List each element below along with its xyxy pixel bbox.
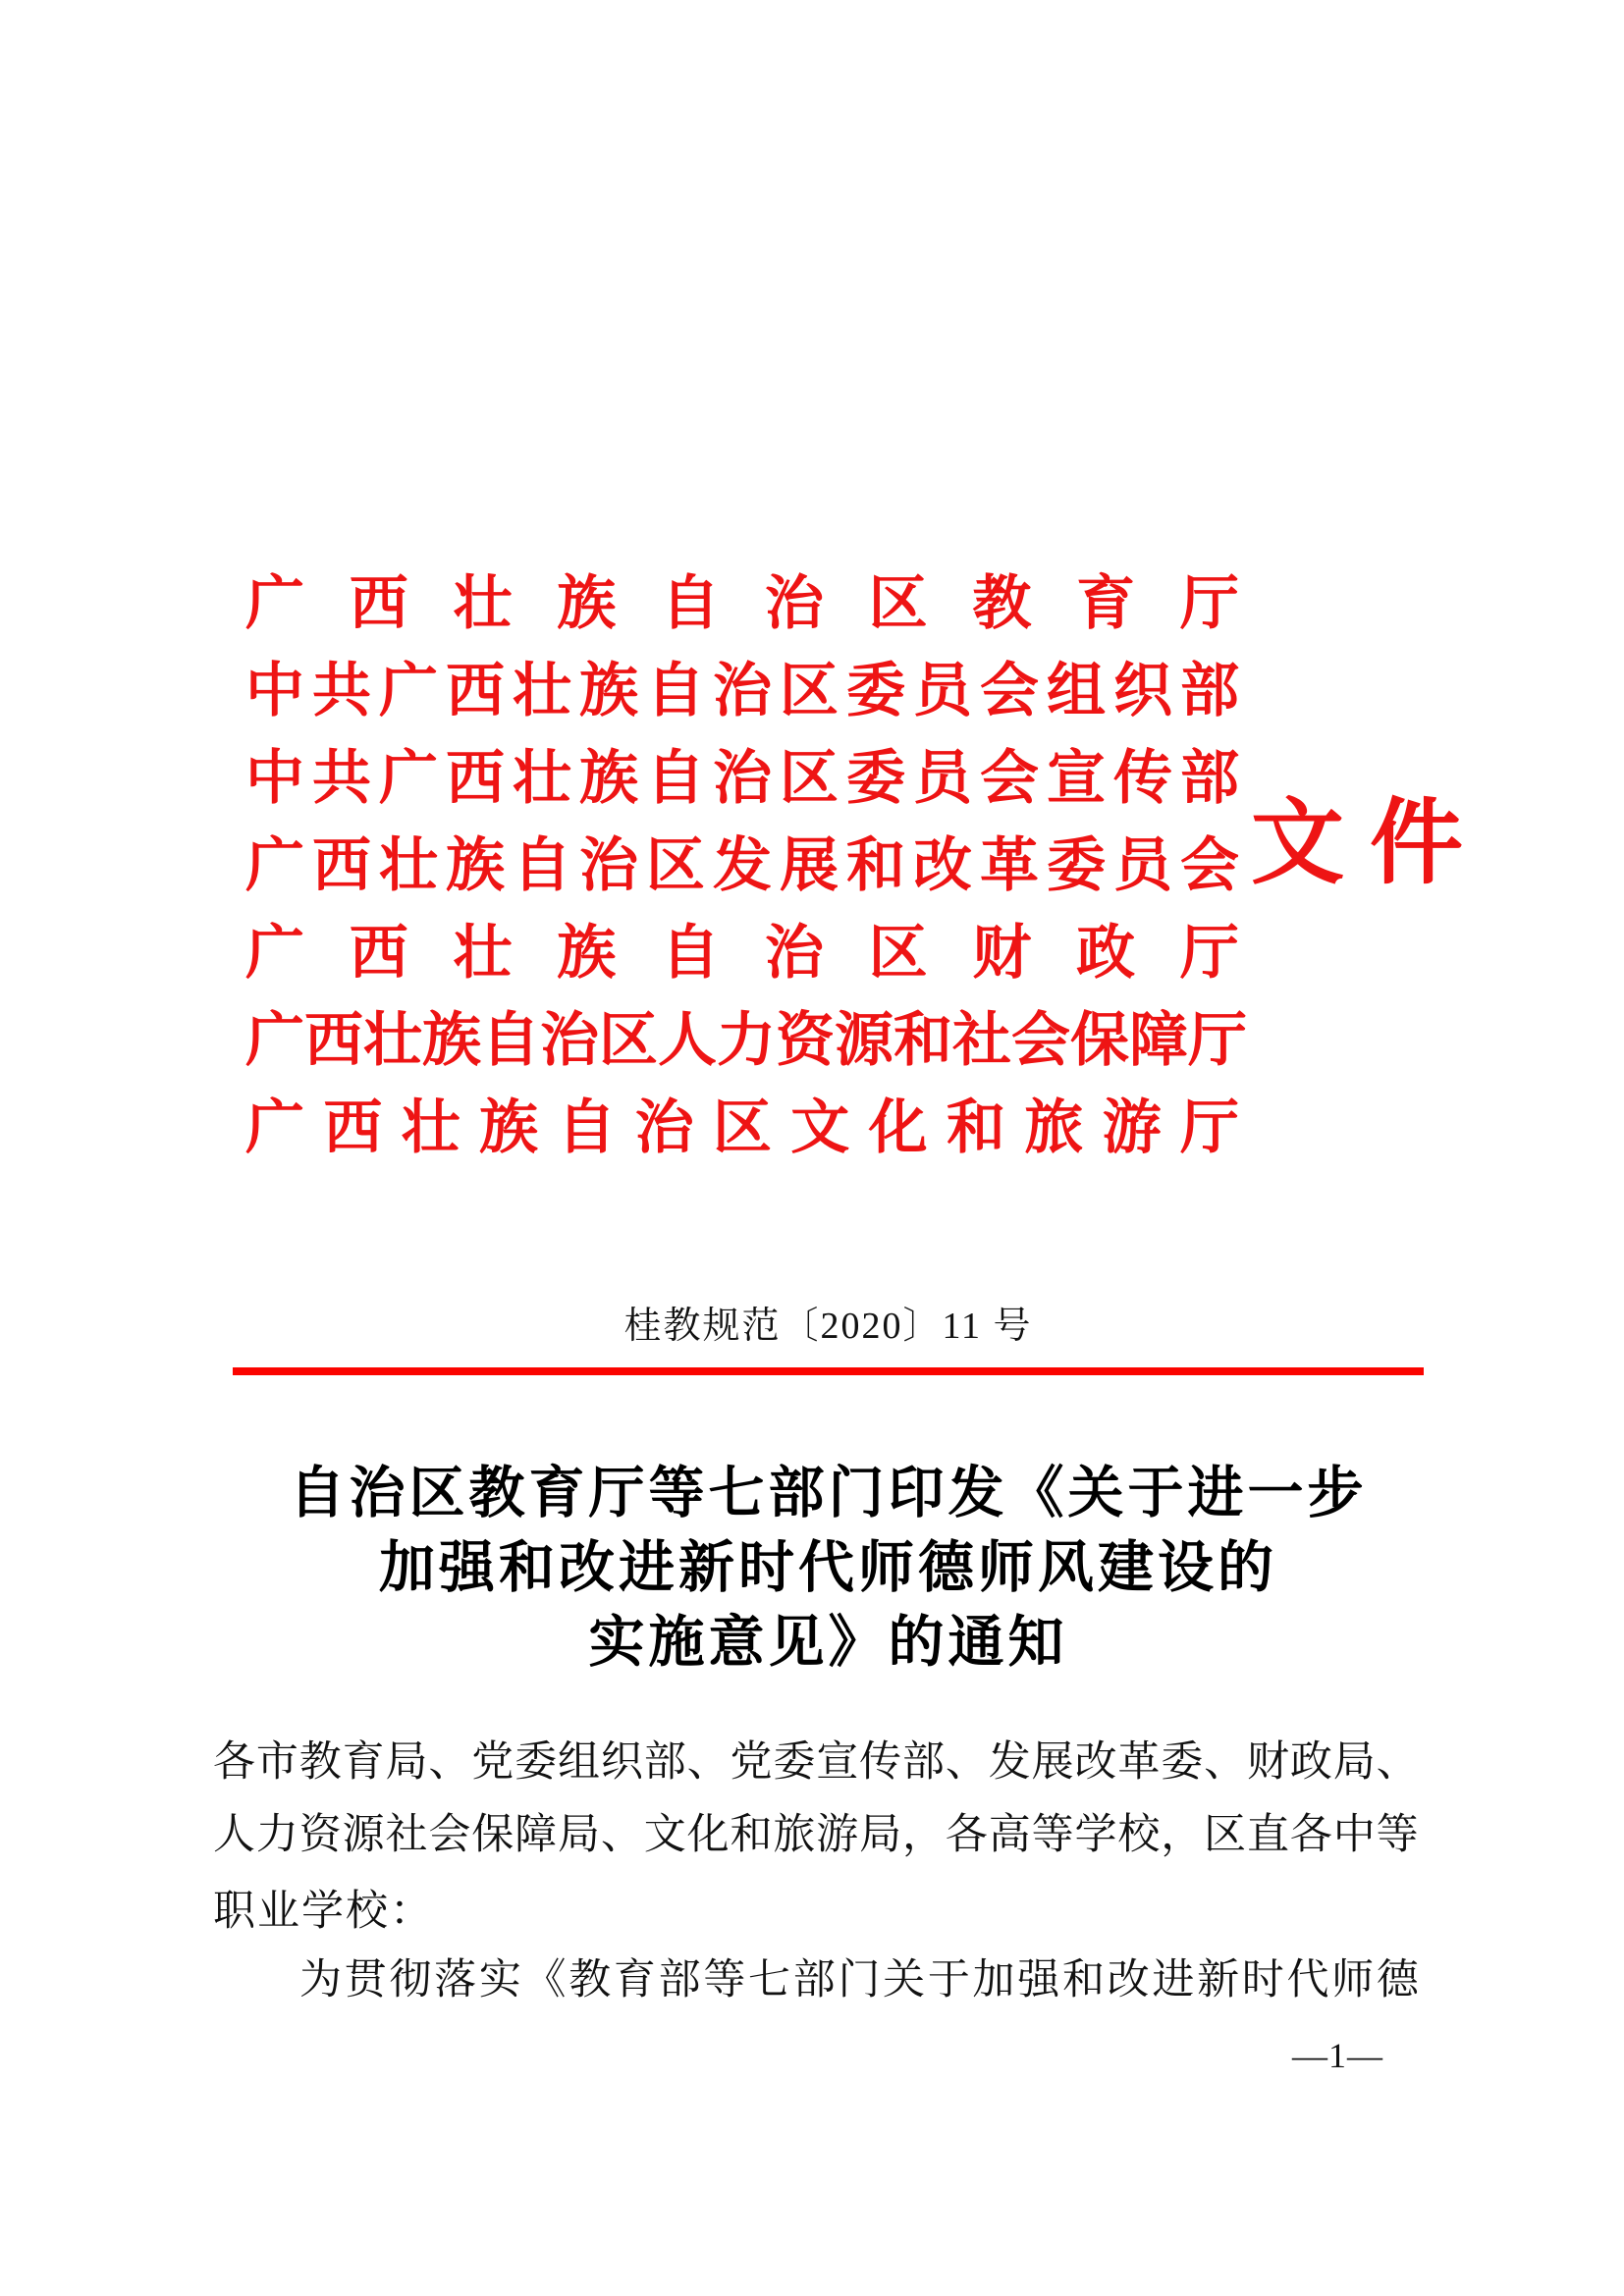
dept-line-publicity-dept: 中 共 广 西 壮 族 自 治 区 委 员 会 宣 传 部 — [245, 745, 1239, 811]
title-line-3: 实施意见》的通知 — [588, 1612, 1068, 1674]
dept-line-ndrc: 广 西 壮 族 自 治 区 发 展 和 改 革 委 员 会 — [245, 832, 1239, 898]
body-line-recipients-1: 各 市 教 育 局 、 党 委 组 织 部 、 党 委 宣 传 部 、 发 展 改 革 委 、 财 政 局 、 — [213, 1738, 1419, 1786]
page-number: —1— — [1292, 2036, 1383, 2075]
body-line-recipients-2: 人 力 资 源 社 会 保 障 局 、 文 化 和 旅 游 局 ， 各 高 等 学 校 ， 区 直 各 中 等 — [213, 1811, 1419, 1858]
dept-line-hr-social: 广 西 壮 族 自 治 区 人 力 资 源 和 社 会 保 障 厅 — [245, 1007, 1247, 1073]
dept-line-org-dept: 中 共 广 西 壮 族 自 治 区 委 员 会 组 织 部 — [245, 658, 1239, 723]
document-title — [233, 1451, 1424, 1675]
title-line-1: 自治区教育厅等七部门印发《关于进一步 — [289, 1463, 1368, 1524]
dept-line-culture-tourism: 广 西 壮 族 自 治 区 文 化 和 旅 游 厅 — [245, 1095, 1239, 1160]
document-number: 桂教规范〔2020〕11 号 — [623, 1305, 1033, 1347]
red-separator-rule — [233, 1367, 1424, 1375]
title-line-2: 加强和改进新时代师德师风建设的 — [379, 1537, 1277, 1599]
body-line-paragraph-1: 为 贯 彻 落 实 《 教 育 部 等 七 部 门 关 于 加 强 和 改 进 新 时 代 师 德 — [299, 1956, 1419, 2003]
letterhead — [245, 560, 1247, 1171]
body-line-recipients-3: 职业学校： — [213, 1888, 434, 1935]
body-text — [213, 1726, 1419, 2016]
dept-line-education: 广 西 壮 族 自 治 区 教 育 厅 — [245, 570, 1239, 636]
dept-line-finance: 广 西 壮 族 自 治 区 财 政 厅 — [245, 920, 1239, 986]
document-marker-label: 文件 — [1251, 791, 1489, 895]
